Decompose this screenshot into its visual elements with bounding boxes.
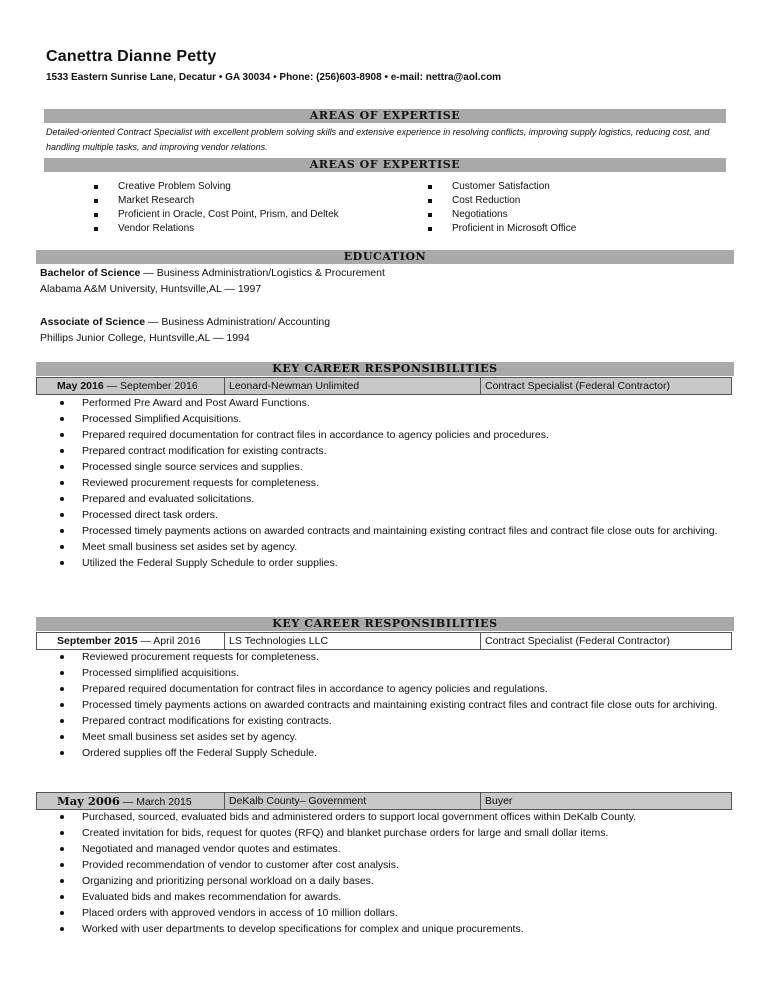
list-item: Processed simplified acquisitions. [56, 665, 736, 681]
skill-item: Cost Reduction [428, 194, 576, 208]
bullet-square-icon [428, 227, 432, 231]
list-item: Evaluated bids and makes recommendation for awards. [56, 889, 736, 905]
skill-item: Customer Satisfaction [428, 180, 576, 194]
list-item: Reviewed procurement requests for completeness. [56, 649, 736, 665]
list-item: Reviewed procurement requests for completeness. [56, 475, 736, 491]
education-entry-bachelor [40, 265, 385, 297]
job-row-3 [36, 792, 732, 810]
bullet-square-icon [428, 185, 432, 189]
skills-list-right [428, 180, 576, 236]
list-item: Utilized the Federal Supply Schedule to order supplies. [56, 555, 736, 571]
bullet-square-icon [94, 199, 98, 203]
list-item: Meet small business set asides set by agency. [56, 729, 736, 745]
bullet-square-icon [428, 199, 432, 203]
skill-item: Negotiations [428, 208, 576, 222]
list-item: Performed Pre Award and Post Award Functions. [56, 395, 736, 411]
list-item: Processed timely payments actions on awarded contracts and maintaining existing contract files and contract file close outs for archiving. [56, 697, 736, 713]
list-item: Prepared contract modifications for existing contracts. [56, 713, 736, 729]
job-company: Leonard-Newman Unlimited [225, 378, 481, 394]
bullet-dot-icon [60, 815, 64, 819]
list-item: Ordered supplies off the Federal Supply Schedule. [56, 745, 736, 761]
bullet-dot-icon [60, 879, 64, 883]
professional-summary: Detailed-oriented Contract Specialist with excellent problem solving skills and extensive experience in resolving conflicts, improving supply logistics, reducing cost, and handling multiple tasks, and improving vendor relations. [46, 127, 710, 152]
bullet-dot-icon [60, 417, 64, 421]
skill-item: Proficient in Oracle, Cost Point, Prism, and Deltek [94, 208, 339, 222]
list-item: Created invitation for bids, request for quotes (RFQ) and blanket purchase orders for large and small dollar items. [56, 825, 736, 841]
job-title: Buyer [485, 795, 513, 807]
bullet-square-icon [94, 213, 98, 217]
list-item: Prepared required documentation for contract files in accordance to agency policies and regulations. [56, 681, 736, 697]
job-company: DeKalb County– Government [225, 793, 481, 809]
bullet-dot-icon [60, 927, 64, 931]
bullet-dot-icon [60, 719, 64, 723]
bullet-dot-icon [60, 433, 64, 437]
job-1-responsibilities [56, 395, 736, 571]
degree-field: — Business Administration/Logistics & Procurement [140, 267, 385, 279]
job-company: LS Technologies LLC [225, 633, 481, 649]
list-item: Processed timely payments actions on awarded contracts and maintaining existing contract files and contract file close outs for archiving. [56, 523, 736, 539]
bullet-dot-icon [60, 687, 64, 691]
bullet-dot-icon [60, 895, 64, 899]
bullet-dot-icon [60, 465, 64, 469]
list-item: Purchased, sourced, evaluated bids and administered orders to support local government offices within DeKalb County. [56, 809, 736, 825]
education-entry-associate [40, 314, 330, 346]
school-line: Phillips Junior College, Huntsville,AL — 1994 [40, 332, 250, 344]
skill-item: Creative Problem Solving [94, 180, 339, 194]
bullet-dot-icon [60, 401, 64, 405]
bullet-dot-icon [60, 911, 64, 915]
skill-item: Proficient in Microsoft Office [428, 222, 576, 236]
degree-name: Associate of Science [40, 316, 146, 328]
list-item: Processed single source services and supplies. [56, 459, 736, 475]
list-item: Worked with user departments to develop specifications for complex and unique procurements. [56, 921, 736, 937]
bullet-dot-icon [60, 655, 64, 659]
bullet-dot-icon [60, 481, 64, 485]
list-item: Processed Simplified Acquisitions. [56, 411, 736, 427]
job-title: Contract Specialist (Federal Contractor) [485, 380, 670, 392]
job-title: Contract Specialist (Federal Contractor) [485, 635, 670, 647]
bullet-dot-icon [60, 545, 64, 549]
degree-field: — Business Administration/ Accounting [145, 316, 331, 328]
job-2-responsibilities [56, 649, 736, 761]
contact-line: 1533 Eastern Sunrise Lane, Decatur • GA 30034 • Phone: (256)603-8908 • e-mail: nettra@aol.com [46, 72, 502, 83]
section-header-career-1: KEY CAREER RESPONSIBILITIES [36, 362, 734, 376]
job-dates: May 2016 — September 2016 [37, 378, 225, 394]
bullet-square-icon [94, 227, 98, 231]
list-item: Prepared and evaluated solicitations. [56, 491, 736, 507]
skills-list-left [94, 180, 339, 236]
bullet-dot-icon [60, 529, 64, 533]
bullet-dot-icon [60, 831, 64, 835]
bullet-dot-icon [60, 847, 64, 851]
job-row-1 [36, 377, 732, 395]
section-header-expertise-2: AREAS OF EXPERTISE [44, 158, 726, 172]
list-item: Meet small business set asides set by agency. [56, 539, 736, 555]
job-row-2 [36, 632, 732, 650]
bullet-dot-icon [60, 449, 64, 453]
job-dates: September 2015 — April 2016 [37, 633, 225, 649]
skill-item: Vendor Relations [94, 222, 339, 236]
list-item: Processed direct task orders. [56, 507, 736, 523]
bullet-dot-icon [60, 497, 64, 501]
section-header-education: EDUCATION [36, 250, 734, 264]
job-dates: May 2006 — March 2015 [37, 793, 225, 809]
school-line: Alabama A&M University, Huntsville,AL — 1997 [40, 283, 262, 295]
skill-item: Market Research [94, 194, 339, 208]
list-item: Provided recommendation of vendor to customer after cost analysis. [56, 857, 736, 873]
list-item: Placed orders with approved vendors in access of 10 million dollars. [56, 905, 736, 921]
bullet-square-icon [94, 185, 98, 189]
bullet-dot-icon [60, 513, 64, 517]
job-3-responsibilities [56, 809, 736, 937]
list-item: Organizing and prioritizing personal workload on a daily bases. [56, 873, 736, 889]
list-item: Negotiated and managed vendor quotes and estimates. [56, 841, 736, 857]
list-item: Prepared required documentation for contract files in accordance to agency policies and procedures. [56, 427, 736, 443]
degree-name: Bachelor of Science [40, 267, 141, 279]
bullet-square-icon [428, 213, 432, 217]
bullet-dot-icon [60, 735, 64, 739]
candidate-name: Canettra Dianne Petty [46, 48, 217, 65]
bullet-dot-icon [60, 703, 64, 707]
bullet-dot-icon [60, 671, 64, 675]
bullet-dot-icon [60, 751, 64, 755]
bullet-dot-icon [60, 863, 64, 867]
bullet-dot-icon [60, 561, 64, 565]
section-header-career-2: KEY CAREER RESPONSIBILITIES [36, 617, 734, 631]
list-item: Prepared contract modification for existing contracts. [56, 443, 736, 459]
section-header-expertise: AREAS OF EXPERTISE [44, 109, 726, 123]
